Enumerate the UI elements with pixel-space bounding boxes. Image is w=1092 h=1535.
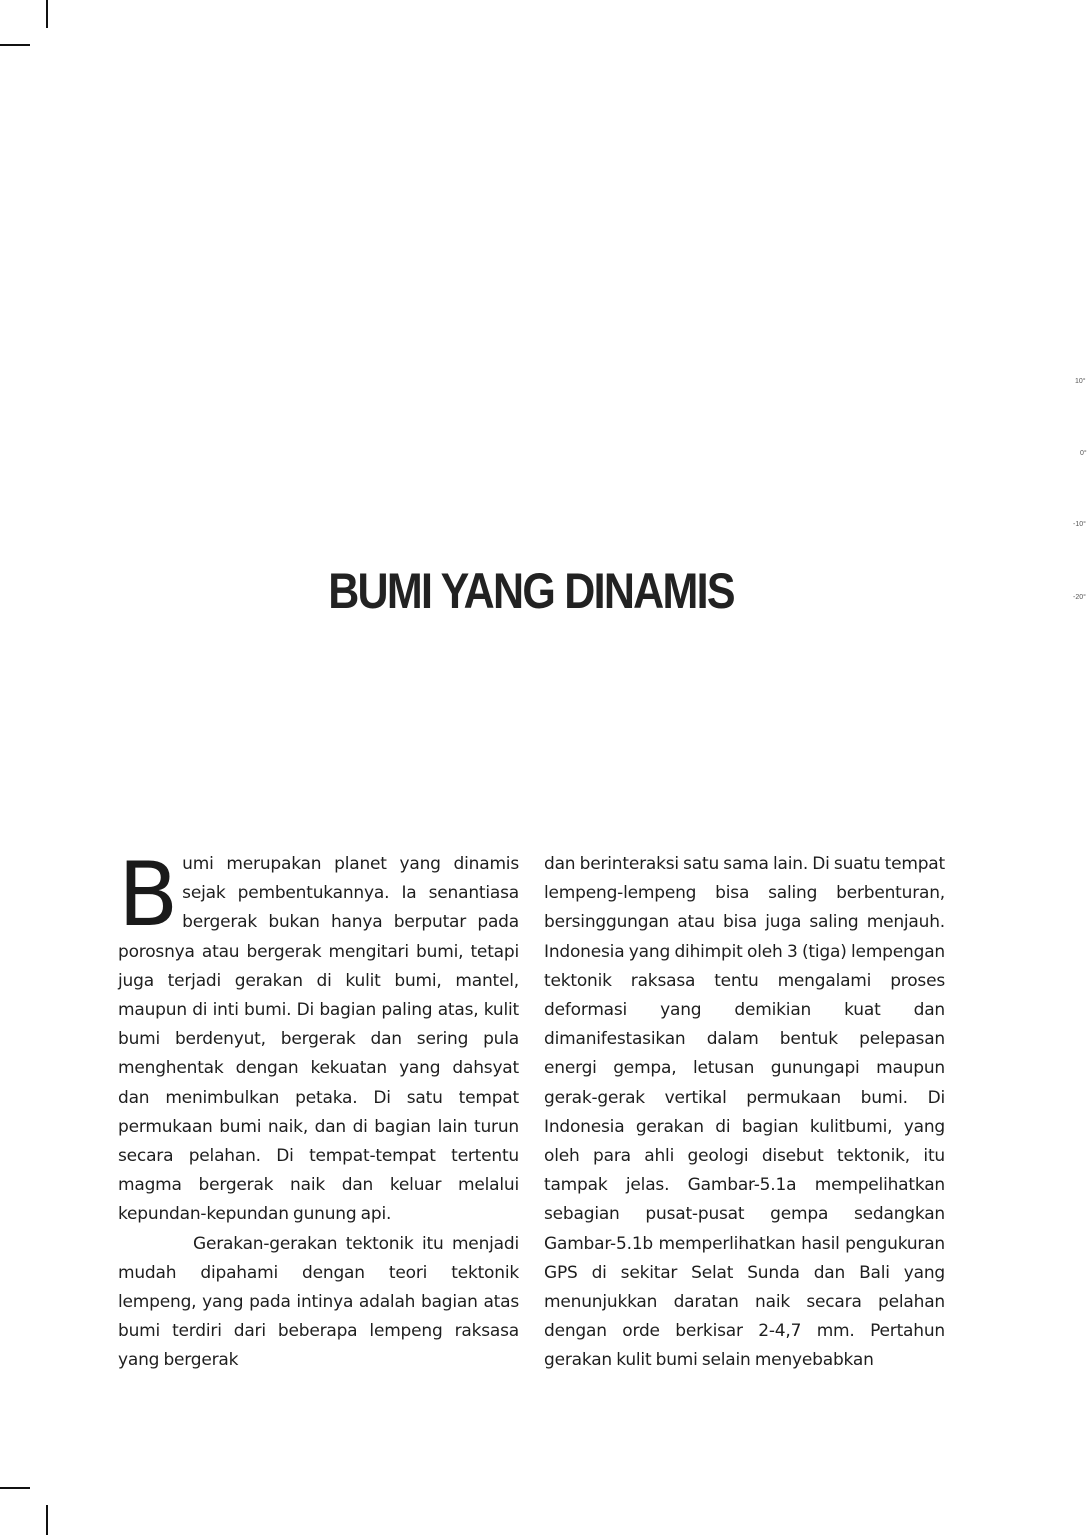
edge-label-lat-0: 0°: [1080, 450, 1087, 457]
left-column: [118, 843, 519, 1376]
crop-mark-bottom-left-horizontal: [0, 1487, 30, 1489]
edge-label-lat-minus-20: -20°: [1073, 594, 1086, 601]
drop-cap: B: [118, 843, 179, 946]
crop-mark-bottom-left-vertical: [46, 1505, 48, 1535]
left-paragraph-2: Gerakan-gerakan tektonik itu menjadi mudah dipahami dengan teori tektonik lempeng, yang pada intinya adalah bagian atas bumi terdiri dari beberapa lempeng raksasa yang bergerak: [118, 1233, 519, 1371]
left-paragraph-1-text: umi merupakan planet yang dinamis sejak pembentukannya. Ia senantiasa bergerak bukan hanya berputar pada porosnya atau bergerak mengitari bumi, tetapi juga terjadi gerakan di kulit bumi, mantel, maupun di inti bumi. Di bagian paling atas, kulit bumi berdenyut, bergerak dan sering pula menghentak dengan kekuatan yang dahsyat dan menimbulkan petaka. Di satu tempat permukaan bumi naik, dan di bagian lain turun secara pelahan. Di tempat-tempat tertentu magma bergerak naik dan keluar melalui kepundan-kepundan gunung api.: [118, 854, 519, 1225]
edge-label-lat-10: 10°: [1075, 378, 1086, 385]
right-column: [544, 850, 945, 1376]
left-paragraph-1: [118, 843, 519, 1230]
right-paragraph-1: dan berinteraksi satu sama lain. Di suatu tempat lempeng-lempeng bisa saling berbenturan, bersinggungan atau bisa juga saling menjauh. Indonesia yang dihimpit oleh 3 (tiga) lempengan tektonik raksasa tentu mengalami proses deformasi yang demikian kuat dan dimanifestasikan dalam bentuk pelepasan energi gempa, letusan gunungapi maupun gerak-gerak vertikal permukaan bumi. Di Indonesia gerakan di bagian kulitbumi, yang oleh para ahli geologi disebut tektonik, itu tampak jelas. Gambar-5.1a mempelihatkan sebagian pusat-pusat gempa sedangkan Gambar-5.1b memperlihatkan hasil pengukuran GPS di sekitar Selat Sunda dan Bali yang menunjukkan daratan naik secara pelahan dengan orde berkisar 2-4,7 mm. Pertahun gerakan kulit bumi selain menyebabkan: [544, 854, 945, 1371]
chapter-title: BUMI YANG DINAMIS: [328, 563, 734, 619]
edge-label-lat-minus-10: -10°: [1073, 521, 1086, 528]
crop-mark-top-left-vertical: [46, 0, 48, 28]
crop-mark-top-left-horizontal: [0, 44, 30, 46]
